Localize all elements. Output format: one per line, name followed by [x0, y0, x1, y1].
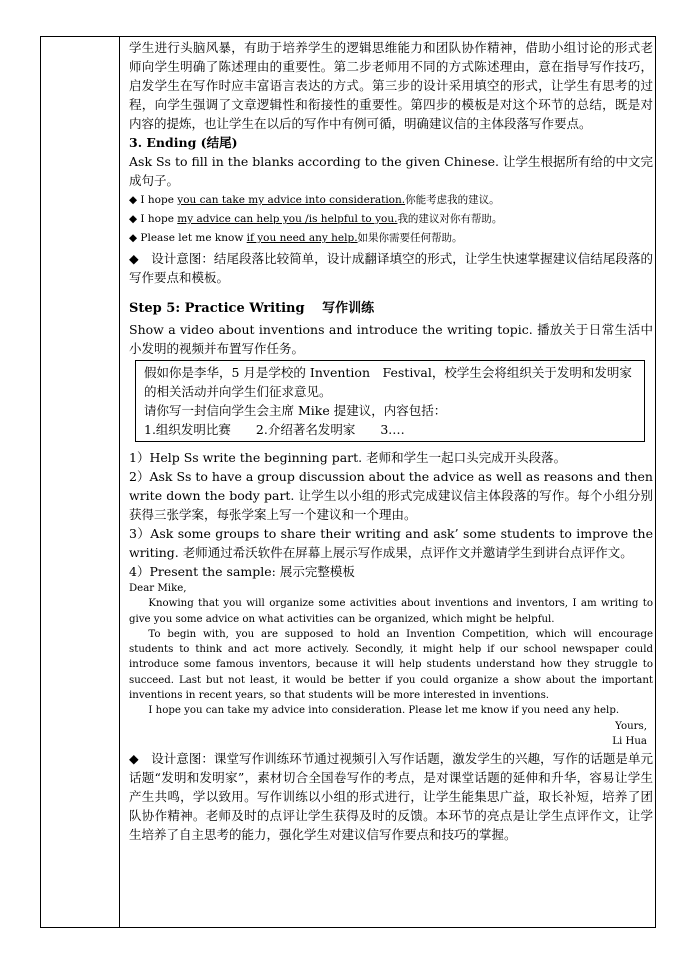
content-cell — [129, 38, 653, 844]
letter-paragraph: Knowing that you will organize some activities about inventions and inventors, I am writing to give you some advice on what activities can be organized, which might be helpful. — [129, 598, 653, 625]
task-line: 1.组织发明比赛 2.介绍著名发明家 3.… — [144, 422, 405, 437]
letter-signature: Li Hua — [612, 735, 647, 747]
step-item: 3）Ask some groups to share their writing and ask’ some students to improve the writing. 老师通过希沃软件在屏幕上展示写作成果，点评作文并邀请学生到讲台点评作文。 — [129, 526, 653, 560]
letter-greeting: Dear Mike, — [129, 583, 187, 594]
ending-design-intent: ◆ 设计意图：结尾段落比较简单，设计成翻译填空的形式，让学生快速掌握建议信结尾段落的写作要点和模板。 — [129, 251, 653, 285]
step-item: 2）Ask Ss to have a group discussion about the advice as well as reasons and then write down the body part. 让学生以小组的形式完成建议信主体段落的写作。每个小组分别获得三张学案，每张学案上写一个建议和一个理由。 — [129, 469, 653, 522]
ending-item: ◆ I hope my advice can help you /is helpful to you.我的建议对你有帮助。 — [129, 213, 503, 225]
task-line: 假如你是李华，5 月是学校的 Invention Festival，校学生会将组织关于发明和发明家的相关活动并向学生们征求意见。 — [144, 365, 632, 399]
step5-design-intent: ◆ 设计意图：课堂写作训练环节通过视频引入写作话题，激发学生的兴趣，写作的话题是单元话题“发明和发明家”，素材切合全国卷写作的考点，是对课堂话题的延伸和升华，容易让学生产生共鸣，学以致用。写作训练以小组的形式进行，让学生能集思广益，取长补短，培养了团队协作精神。老师及时的点评让学生获得及时的反馈。本环节的亮点是让学生点评作文，让学生培养了自主思考的能力，强化学生对建议信写作要点和技巧的掌握。 — [129, 751, 653, 843]
step5-heading: Step 5: Practice Writing 写作训练 — [129, 301, 375, 316]
ending-instruction: Ask Ss to fill in the blanks according to the given Chinese. 让学生根据所有给的中文完成句子。 — [129, 154, 653, 188]
ending-item: ◆ I hope you can take my advice into consideration.你能考虑我的建议。 — [129, 194, 500, 206]
task-line: 请你写一封信向学生会主席 Mike 提建议，内容包括： — [144, 403, 447, 418]
letter-paragraph: To begin with, you are supposed to hold an Invention Competition, which will encourage students to think and act more actively. Secondly, it might help if our school newspaper could introduce some famous inventors, because it will help students understand how they struggle to succeed. Last but not least, it would be better if you could organize a show about the important inventions in recent years, so that students will be more interested in inventions. — [129, 628, 653, 702]
writing-task-box — [135, 360, 645, 442]
letter-paragraph: I hope you can take my advice into consideration. Please let me know if you need any help. — [148, 705, 620, 717]
column-divider — [119, 37, 120, 927]
ending-heading: 3. Ending (结尾) — [129, 135, 238, 150]
sample-letter — [129, 581, 653, 749]
lesson-table — [40, 36, 656, 928]
ending-item: ◆ Please let me know if you need any help.如果你需要任何帮助。 — [129, 232, 463, 244]
step-item: 4）Present the sample: 展示完整模板 — [129, 564, 355, 579]
step5-intro: Show a video about inventions and introduce the writing topic. 播放关于日常生活中小发明的视频并布置写作任务。 — [129, 322, 653, 356]
intro-paragraph: 学生进行头脑风暴，有助于培养学生的逻辑思维能力和团队协作精神，借助小组讨论的形式老师向学生明确了陈述理由的重要性。第二步老师用不同的方式陈述理由，意在指导写作技巧，启发学生在写作时应丰富语言表达的方式。第三步的设计采用填空的形式，让学生有思考的过程，向学生强调了文章逻辑性和衔接性的重要性。第四步的模板是对这个环节的总结，既是对内容的提炼，也让学生在以后的写作中有例可循，明确建议信的主体段落写作要点。 — [129, 40, 653, 131]
step-item: 1）Help Ss write the beginning part. 老师和学生一起口头完成开头段落。 — [129, 450, 567, 465]
letter-closing: Yours, — [615, 720, 647, 732]
